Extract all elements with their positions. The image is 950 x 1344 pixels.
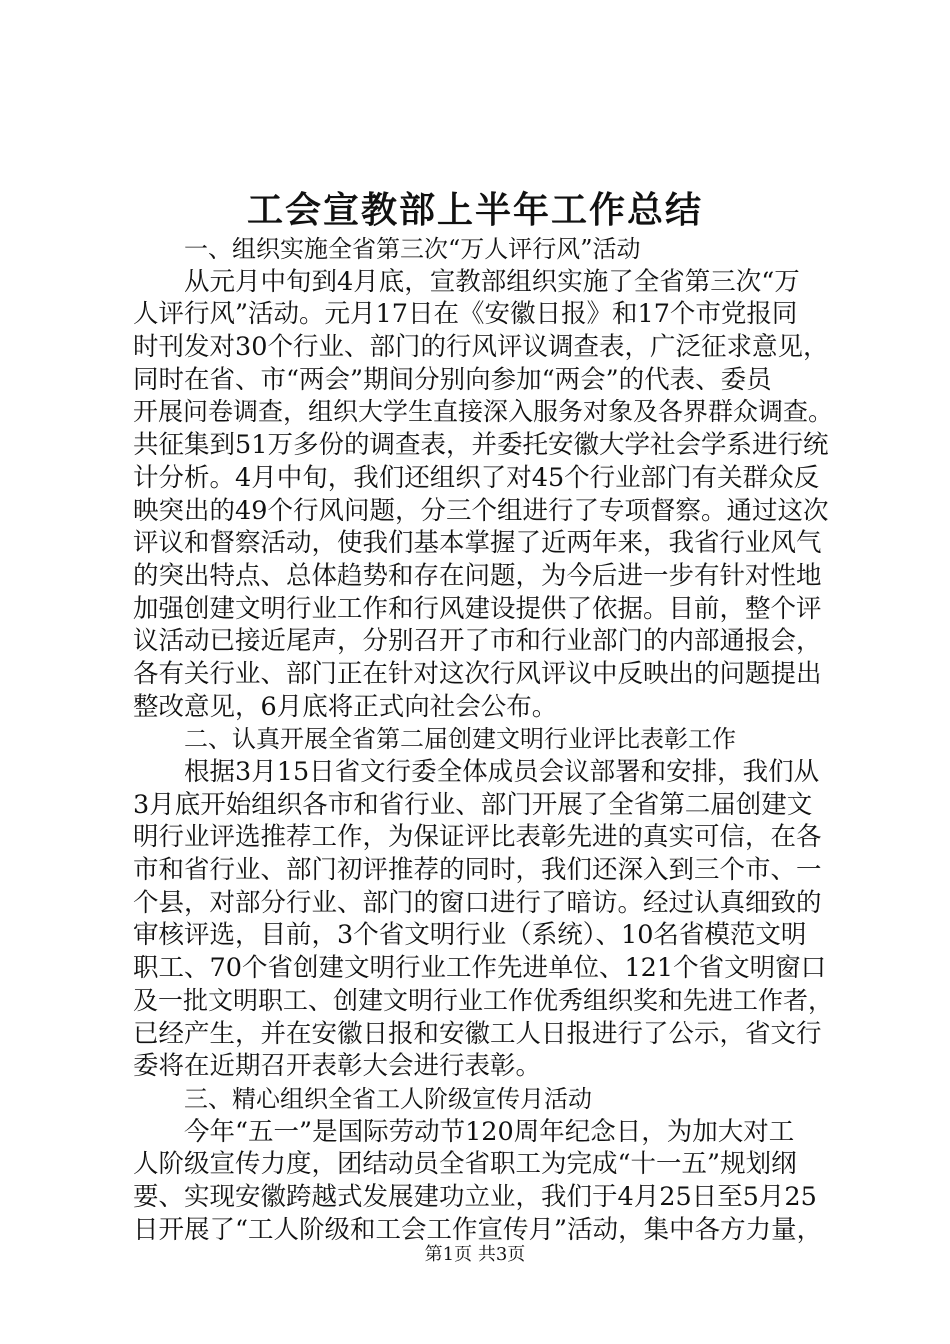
paragraph-line: 各有关行业、部门正在针对这次行风评议中反映出的问题提出 — [133, 658, 822, 689]
paragraph-line: 同时在省、市“两会”期间分别向参加“两会”的代表、委员 — [133, 364, 772, 395]
paragraph-line: 日开展了“工人阶级和工会工作宣传月”活动，集中各方力量， — [133, 1214, 823, 1245]
section-heading: 二、认真开展全省第二届创建文明行业评比表彰工作 — [184, 725, 736, 754]
paragraph-line: 共征集到51万多份的调查表，并委托安徽大学社会学系进行统 — [133, 430, 829, 461]
paragraph-line: 整改意见，6月底将正式向社会公布。 — [133, 691, 558, 722]
paragraph-line: 映突出的49个行风问题，分三个组进行了专项督察。通过这次 — [133, 495, 829, 526]
page-footer: 第1页 共3页 — [424, 1244, 526, 1265]
paragraph-line: 职工、70个省创建文明行业工作先进单位、121个省文明窗口 — [133, 953, 827, 984]
section-heading: 三、精心组织全省工人阶级宣传月活动 — [184, 1084, 592, 1113]
document-title: 工会宣教部上半年工作总结 — [246, 189, 703, 231]
paragraph-line: 加强创建文明行业工作和行风建设提供了依据。目前，整个评 — [133, 593, 822, 624]
paragraph-line: 要、实现安徽跨越式发展建功立业，我们于4月25日至5月25 — [133, 1181, 817, 1212]
paragraph-line: 人阶级宣传力度，团结动员全省职工为完成“十一五”规划纲 — [133, 1149, 797, 1180]
paragraph-line: 个县，对部分行业、部门的窗口进行了暗访。经过认真细致的 — [133, 887, 822, 918]
paragraph-line: 评议和督察活动，使我们基本掌握了近两年来，我省行业风气 — [133, 528, 822, 559]
paragraph-line: 根据3月15日省文行委全体成员会议部署和安排，我们从 — [184, 757, 820, 787]
paragraph-line: 及一批文明职工、创建文明行业工作优秀组织奖和先进工作者， — [133, 985, 834, 1015]
paragraph-line: 人评行风”活动。元月17日在《安徽日报》和17个市党报同 — [133, 299, 798, 330]
paragraph-line: 今年“五一”是国际劳动节120周年纪念日，为加大对工 — [184, 1116, 795, 1147]
paragraph-line: 已经产生，并在安徽日报和安徽工人日报进行了公示，省文行 — [133, 1018, 822, 1049]
paragraph-line: 市和省行业、部门初评推荐的同时，我们还深入到三个市、一 — [133, 855, 822, 886]
document-body — [133, 233, 833, 1246]
paragraph-line: 时刊发对30个行业、部门的行风评议调查表，广泛征求意见， — [133, 332, 829, 363]
paragraph-line: 明行业评选推荐工作，为保证评比表彰先进的真实可信，在各 — [133, 822, 822, 853]
paragraph-line: 3月底开始组织各市和省行业、部门开展了全省第二届创建文 — [133, 789, 813, 820]
paragraph-line: 审核评选，目前，3个省文明行业（系统）、10名省模范文明 — [133, 920, 807, 951]
paragraph-line: 计分析。4月中旬，我们还组织了对45个行业部门有关群众反 — [133, 462, 820, 493]
paragraph-line: 委将在近期召开表彰大会进行表彰。 — [133, 1051, 542, 1082]
paragraph-line: 议活动已接近尾声，分别召开了市和行业部门的内部通报会， — [133, 626, 822, 657]
section-heading: 一、组织实施全省第三次“万人评行风”活动 — [184, 235, 641, 263]
paragraph-line: 开展问卷调查，组织大学生直接深入服务对象及各界群众调查。 — [133, 397, 834, 427]
paragraph-line: 的突出特点、总体趋势和存在问题，为今后进一步有针对性地 — [133, 560, 822, 591]
paragraph-line: 从元月中旬到4月底，宣教部组织实施了全省第三次“万 — [184, 266, 800, 297]
